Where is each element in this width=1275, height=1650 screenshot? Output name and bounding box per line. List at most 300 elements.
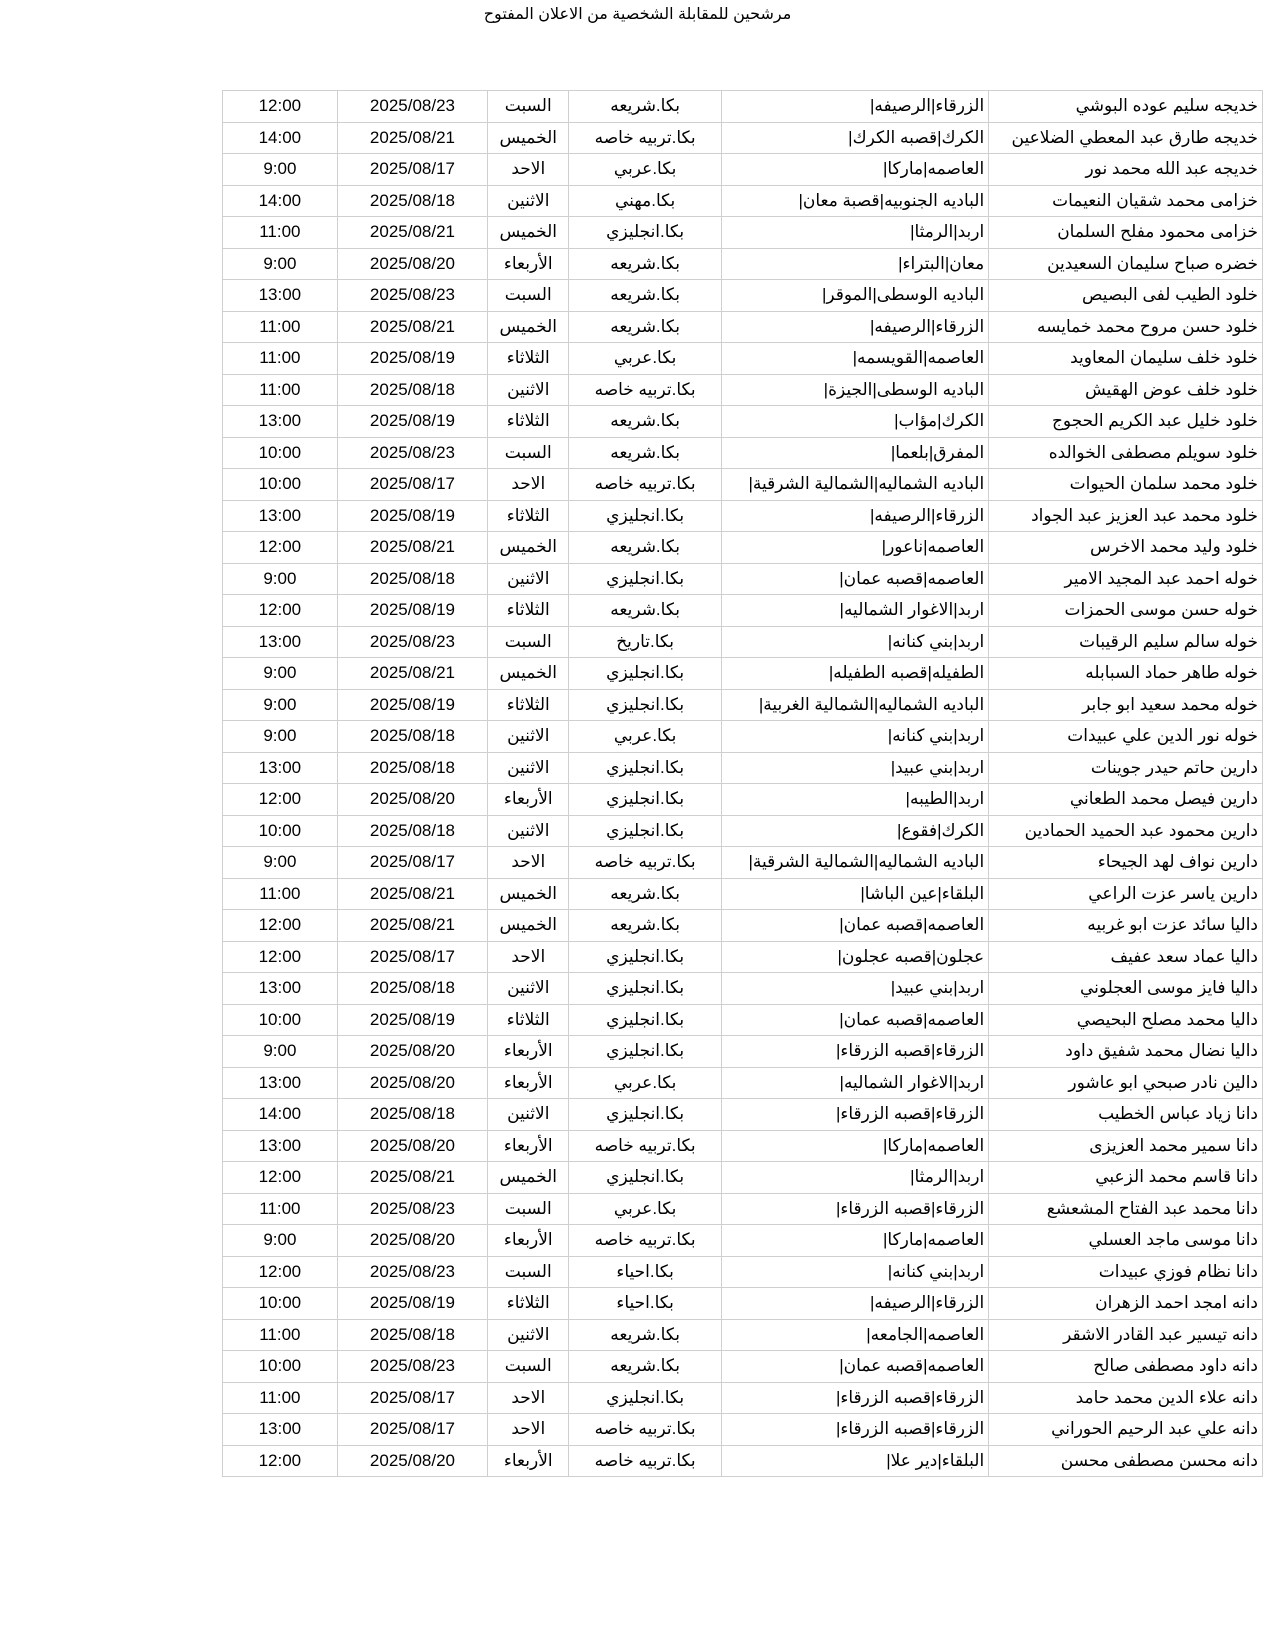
location-cell: اربد|الرمثا| (721, 1162, 988, 1194)
candidate-name-cell: داليا فايز موسى العجلوني (989, 973, 1263, 1005)
table-row (223, 532, 1263, 564)
specialization-cell: بكا.احياء (569, 1256, 722, 1288)
date-cell: 2025/08/18 (337, 1099, 487, 1131)
time-cell: 12:00 (223, 910, 338, 942)
day-cell: الاثنين (488, 752, 569, 784)
day-cell: الاثنين (488, 1099, 569, 1131)
table-row (223, 500, 1263, 532)
location-cell: اربد|بني كنانه| (721, 626, 988, 658)
table-row (223, 563, 1263, 595)
location-cell: الباديه الجنوبيه|قصبة معان| (721, 185, 988, 217)
time-cell: 9:00 (223, 563, 338, 595)
specialization-cell: بكا.تربيه خاصه (569, 1414, 722, 1446)
candidate-name-cell: خلود خلف سليمان المعاويد (989, 343, 1263, 375)
location-cell: اربد|الاغوار الشماليه| (721, 595, 988, 627)
specialization-cell: بكا.انجليزي (569, 815, 722, 847)
day-cell: السبت (488, 280, 569, 312)
day-cell: الأربعاء (488, 1036, 569, 1068)
time-cell: 12:00 (223, 1256, 338, 1288)
day-cell: الأربعاء (488, 1225, 569, 1257)
date-cell: 2025/08/20 (337, 1225, 487, 1257)
date-cell: 2025/08/18 (337, 752, 487, 784)
day-cell: الثلاثاء (488, 406, 569, 438)
table-row (223, 122, 1263, 154)
time-cell: 10:00 (223, 1004, 338, 1036)
candidate-name-cell: خلود محمد سلمان الحيوات (989, 469, 1263, 501)
specialization-cell: بكا.مهني (569, 185, 722, 217)
location-cell: العاصمه|قصبه عمان| (721, 1351, 988, 1383)
time-cell: 11:00 (223, 1382, 338, 1414)
date-cell: 2025/08/23 (337, 626, 487, 658)
location-cell: البلقاء|دير علا| (721, 1445, 988, 1477)
specialization-cell: بكا.انجليزي (569, 500, 722, 532)
day-cell: السبت (488, 1193, 569, 1225)
time-cell: 9:00 (223, 689, 338, 721)
date-cell: 2025/08/17 (337, 1414, 487, 1446)
candidate-name-cell: خلود وليد محمد الاخرس (989, 532, 1263, 564)
candidate-name-cell: خلود الطيب لفى البصيص (989, 280, 1263, 312)
time-cell: 9:00 (223, 1225, 338, 1257)
specialization-cell: بكا.شريعه (569, 1319, 722, 1351)
time-cell: 9:00 (223, 1036, 338, 1068)
specialization-cell: بكا.انجليزي (569, 563, 722, 595)
date-cell: 2025/08/23 (337, 91, 487, 123)
date-cell: 2025/08/23 (337, 1193, 487, 1225)
date-cell: 2025/08/19 (337, 1288, 487, 1320)
specialization-cell: بكا.شريعه (569, 910, 722, 942)
table-row (223, 185, 1263, 217)
date-cell: 2025/08/21 (337, 532, 487, 564)
specialization-cell: بكا.انجليزي (569, 941, 722, 973)
candidate-name-cell: دانا قاسم محمد الزعبي (989, 1162, 1263, 1194)
candidate-name-cell: خديجه طارق عبد المعطي الضلاعين (989, 122, 1263, 154)
date-cell: 2025/08/20 (337, 248, 487, 280)
day-cell: الثلاثاء (488, 343, 569, 375)
candidate-name-cell: دانا محمد عبد الفتاح المشعشع (989, 1193, 1263, 1225)
table-row (223, 1319, 1263, 1351)
time-cell: 13:00 (223, 1414, 338, 1446)
specialization-cell: بكا.شريعه (569, 1351, 722, 1383)
day-cell: الاثنين (488, 721, 569, 753)
time-cell: 11:00 (223, 1319, 338, 1351)
specialization-cell: بكا.انجليزي (569, 1382, 722, 1414)
location-cell: اربد|الطيبه| (721, 784, 988, 816)
date-cell: 2025/08/18 (337, 563, 487, 595)
date-cell: 2025/08/19 (337, 595, 487, 627)
candidates-table (222, 90, 1263, 1477)
location-cell: الزرقاء|الرصيفه| (721, 311, 988, 343)
day-cell: الاثنين (488, 815, 569, 847)
candidate-name-cell: داليا عماد سعد عفيف (989, 941, 1263, 973)
location-cell: الزرقاء|قصبه الزرقاء| (721, 1036, 988, 1068)
day-cell: الخميس (488, 217, 569, 249)
candidate-name-cell: خوله محمد سعيد ابو جابر (989, 689, 1263, 721)
day-cell: السبت (488, 626, 569, 658)
date-cell: 2025/08/21 (337, 311, 487, 343)
day-cell: الخميس (488, 311, 569, 343)
table-row (223, 878, 1263, 910)
day-cell: الاثنين (488, 1319, 569, 1351)
candidate-name-cell: دانه علاء الدين محمد حامد (989, 1382, 1263, 1414)
date-cell: 2025/08/17 (337, 941, 487, 973)
date-cell: 2025/08/23 (337, 1256, 487, 1288)
date-cell: 2025/08/18 (337, 815, 487, 847)
table-row (223, 721, 1263, 753)
date-cell: 2025/08/18 (337, 973, 487, 1005)
day-cell: الاحد (488, 469, 569, 501)
table-row (223, 941, 1263, 973)
specialization-cell: بكا.تربيه خاصه (569, 1225, 722, 1257)
date-cell: 2025/08/18 (337, 374, 487, 406)
candidate-name-cell: دانا موسى ماجد العسلي (989, 1225, 1263, 1257)
date-cell: 2025/08/21 (337, 658, 487, 690)
date-cell: 2025/08/21 (337, 1162, 487, 1194)
candidate-name-cell: داليا نضال محمد شفيق داود (989, 1036, 1263, 1068)
table-row (223, 595, 1263, 627)
location-cell: العاصمه|الجامعه| (721, 1319, 988, 1351)
table-row (223, 1036, 1263, 1068)
candidate-name-cell: دالين نادر صبحي ابو عاشور (989, 1067, 1263, 1099)
specialization-cell: بكا.تاريخ (569, 626, 722, 658)
day-cell: الثلاثاء (488, 1288, 569, 1320)
time-cell: 11:00 (223, 878, 338, 910)
date-cell: 2025/08/20 (337, 1130, 487, 1162)
table-row (223, 311, 1263, 343)
specialization-cell: بكا.شريعه (569, 532, 722, 564)
location-cell: الزرقاء|الرصيفه| (721, 91, 988, 123)
date-cell: 2025/08/18 (337, 721, 487, 753)
table-row (223, 1067, 1263, 1099)
table-row (223, 1225, 1263, 1257)
table-row (223, 1130, 1263, 1162)
specialization-cell: بكا.شريعه (569, 437, 722, 469)
time-cell: 13:00 (223, 1130, 338, 1162)
table-row (223, 343, 1263, 375)
day-cell: الخميس (488, 1162, 569, 1194)
time-cell: 14:00 (223, 122, 338, 154)
date-cell: 2025/08/21 (337, 217, 487, 249)
day-cell: الثلاثاء (488, 1004, 569, 1036)
specialization-cell: بكا.شريعه (569, 311, 722, 343)
table-row (223, 973, 1263, 1005)
location-cell: عجلون|قصبه عجلون| (721, 941, 988, 973)
specialization-cell: بكا.انجليزي (569, 1036, 722, 1068)
date-cell: 2025/08/21 (337, 122, 487, 154)
date-cell: 2025/08/21 (337, 910, 487, 942)
time-cell: 10:00 (223, 815, 338, 847)
candidate-name-cell: خلود خلف عوض الهقيش (989, 374, 1263, 406)
date-cell: 2025/08/23 (337, 437, 487, 469)
candidate-name-cell: دانه داود مصطفى صالح (989, 1351, 1263, 1383)
candidate-name-cell: خوله طاهر حماد السبابله (989, 658, 1263, 690)
specialization-cell: بكا.انجليزي (569, 784, 722, 816)
candidate-name-cell: خديجه عبد الله محمد نور (989, 154, 1263, 186)
specialization-cell: بكا.شريعه (569, 91, 722, 123)
table-row (223, 658, 1263, 690)
time-cell: 9:00 (223, 658, 338, 690)
time-cell: 11:00 (223, 343, 338, 375)
day-cell: الثلاثاء (488, 595, 569, 627)
day-cell: الاحد (488, 941, 569, 973)
specialization-cell: بكا.شريعه (569, 595, 722, 627)
candidate-name-cell: دانا نظام فوزي عبيدات (989, 1256, 1263, 1288)
time-cell: 11:00 (223, 311, 338, 343)
location-cell: الزرقاء|الرصيفه| (721, 500, 988, 532)
specialization-cell: بكا.شريعه (569, 878, 722, 910)
table-row (223, 689, 1263, 721)
candidate-name-cell: دارين فيصل محمد الطعاني (989, 784, 1263, 816)
date-cell: 2025/08/19 (337, 343, 487, 375)
day-cell: الأربعاء (488, 1445, 569, 1477)
table-row (223, 1256, 1263, 1288)
location-cell: الباديه الشماليه|الشمالية الشرقية| (721, 469, 988, 501)
day-cell: السبت (488, 1256, 569, 1288)
day-cell: الخميس (488, 878, 569, 910)
time-cell: 12:00 (223, 784, 338, 816)
time-cell: 12:00 (223, 1445, 338, 1477)
location-cell: العاصمه|ماركا| (721, 154, 988, 186)
time-cell: 12:00 (223, 941, 338, 973)
location-cell: الكرك|قصبه الكرك| (721, 122, 988, 154)
specialization-cell: بكا.عربي (569, 1067, 722, 1099)
candidate-name-cell: داليا سائد عزت ابو غربيه (989, 910, 1263, 942)
specialization-cell: بكا.تربيه خاصه (569, 469, 722, 501)
location-cell: العاصمه|ماركا| (721, 1225, 988, 1257)
location-cell: اربد|بني كنانه| (721, 1256, 988, 1288)
day-cell: الثلاثاء (488, 689, 569, 721)
date-cell: 2025/08/17 (337, 847, 487, 879)
time-cell: 9:00 (223, 847, 338, 879)
specialization-cell: بكا.انجليزي (569, 973, 722, 1005)
table-row (223, 1351, 1263, 1383)
specialization-cell: بكا.شريعه (569, 406, 722, 438)
location-cell: اربد|الاغوار الشماليه| (721, 1067, 988, 1099)
candidate-name-cell: دارين ياسر عزت الراعي (989, 878, 1263, 910)
location-cell: العاصمه|ناعور| (721, 532, 988, 564)
table-row (223, 406, 1263, 438)
specialization-cell: بكا.انجليزي (569, 689, 722, 721)
day-cell: الأربعاء (488, 1130, 569, 1162)
table-row (223, 154, 1263, 186)
location-cell: الباديه الشماليه|الشمالية الغربية| (721, 689, 988, 721)
location-cell: العاصمه|قصبه عمان| (721, 910, 988, 942)
location-cell: الزرقاء|قصبه الزرقاء| (721, 1414, 988, 1446)
candidate-name-cell: دارين نواف لهد الجيحاء (989, 847, 1263, 879)
table-row (223, 1099, 1263, 1131)
time-cell: 11:00 (223, 217, 338, 249)
date-cell: 2025/08/21 (337, 878, 487, 910)
candidate-name-cell: خوله حسن موسى الحمزات (989, 595, 1263, 627)
location-cell: الباديه الوسطى|الجيزة| (721, 374, 988, 406)
location-cell: معان|البتراء| (721, 248, 988, 280)
location-cell: العاصمه|القويسمه| (721, 343, 988, 375)
page-title: مرشحين للمقابلة الشخصية من الاعلان المفتوح (483, 6, 792, 23)
table-row (223, 626, 1263, 658)
location-cell: الزرقاء|قصبه الزرقاء| (721, 1099, 988, 1131)
location-cell: الزرقاء|الرصيفه| (721, 1288, 988, 1320)
time-cell: 12:00 (223, 91, 338, 123)
location-cell: الباديه الشماليه|الشمالية الشرقية| (721, 847, 988, 879)
candidate-name-cell: دارين حاتم حيدر جوينات (989, 752, 1263, 784)
specialization-cell: بكا.شريعه (569, 248, 722, 280)
location-cell: الباديه الوسطى|الموقر| (721, 280, 988, 312)
date-cell: 2025/08/19 (337, 500, 487, 532)
table-row (223, 1414, 1263, 1446)
time-cell: 9:00 (223, 248, 338, 280)
candidate-name-cell: خوله احمد عبد المجيد الامير (989, 563, 1263, 595)
day-cell: الاحد (488, 154, 569, 186)
specialization-cell: بكا.شريعه (569, 280, 722, 312)
candidate-name-cell: دانا سمير محمد العزيزى (989, 1130, 1263, 1162)
candidates-table-wrapper (222, 90, 1263, 1477)
candidate-name-cell: دانه محسن مصطفى محسن (989, 1445, 1263, 1477)
table-row (223, 1193, 1263, 1225)
table-row (223, 784, 1263, 816)
table-row (223, 815, 1263, 847)
location-cell: اربد|بني كنانه| (721, 721, 988, 753)
day-cell: الخميس (488, 122, 569, 154)
candidate-name-cell: دانا زياد عباس الخطيب (989, 1099, 1263, 1131)
candidate-name-cell: خلود محمد عبد العزيز عبد الجواد (989, 500, 1263, 532)
candidate-name-cell: خزامى محمد شقيان النعيمات (989, 185, 1263, 217)
time-cell: 13:00 (223, 1067, 338, 1099)
time-cell: 10:00 (223, 437, 338, 469)
date-cell: 2025/08/23 (337, 280, 487, 312)
specialization-cell: بكا.انجليزي (569, 217, 722, 249)
day-cell: الاثنين (488, 374, 569, 406)
time-cell: 11:00 (223, 1193, 338, 1225)
time-cell: 11:00 (223, 374, 338, 406)
specialization-cell: بكا.تربيه خاصه (569, 1445, 722, 1477)
day-cell: الأربعاء (488, 1067, 569, 1099)
time-cell: 12:00 (223, 595, 338, 627)
location-cell: الزرقاء|قصبه الزرقاء| (721, 1382, 988, 1414)
specialization-cell: بكا.عربي (569, 154, 722, 186)
day-cell: الاثنين (488, 185, 569, 217)
table-row (223, 910, 1263, 942)
time-cell: 12:00 (223, 1162, 338, 1194)
day-cell: الاحد (488, 1382, 569, 1414)
time-cell: 13:00 (223, 280, 338, 312)
candidate-name-cell: خوله سالم سليم الرقيبات (989, 626, 1263, 658)
candidate-name-cell: دانه امجد احمد الزهران (989, 1288, 1263, 1320)
candidate-name-cell: خديجه سليم عوده البوشي (989, 91, 1263, 123)
location-cell: اربد|الرمثا| (721, 217, 988, 249)
location-cell: اربد|بني عبيد| (721, 752, 988, 784)
day-cell: الخميس (488, 532, 569, 564)
time-cell: 12:00 (223, 532, 338, 564)
time-cell: 9:00 (223, 154, 338, 186)
time-cell: 13:00 (223, 406, 338, 438)
table-row (223, 1382, 1263, 1414)
candidate-name-cell: داليا محمد مصلح البحيصي (989, 1004, 1263, 1036)
table-row (223, 248, 1263, 280)
day-cell: السبت (488, 437, 569, 469)
date-cell: 2025/08/17 (337, 1382, 487, 1414)
time-cell: 14:00 (223, 185, 338, 217)
specialization-cell: بكا.عربي (569, 343, 722, 375)
day-cell: الاحد (488, 1414, 569, 1446)
specialization-cell: بكا.تربيه خاصه (569, 122, 722, 154)
table-row (223, 280, 1263, 312)
specialization-cell: بكا.تربيه خاصه (569, 847, 722, 879)
candidate-name-cell: دانه تيسير عبد القادر الاشقر (989, 1319, 1263, 1351)
date-cell: 2025/08/20 (337, 784, 487, 816)
table-row (223, 437, 1263, 469)
table-row (223, 469, 1263, 501)
day-cell: السبت (488, 91, 569, 123)
location-cell: الطفيله|قصبه الطفيله| (721, 658, 988, 690)
specialization-cell: بكا.عربي (569, 721, 722, 753)
candidate-name-cell: خلود سويلم مصطفى الخوالده (989, 437, 1263, 469)
location-cell: البلقاء|عين الباشا| (721, 878, 988, 910)
day-cell: الخميس (488, 910, 569, 942)
location-cell: العاصمه|قصبه عمان| (721, 563, 988, 595)
day-cell: الأربعاء (488, 784, 569, 816)
location-cell: الكرك|مؤاب| (721, 406, 988, 438)
time-cell: 13:00 (223, 973, 338, 1005)
candidate-name-cell: خزامى محمود مفلح السلمان (989, 217, 1263, 249)
candidate-name-cell: دانه علي عبد الرحيم الحوراني (989, 1414, 1263, 1446)
location-cell: العاصمه|قصبه عمان| (721, 1004, 988, 1036)
candidate-name-cell: خلود خليل عبد الكريم الحجوج (989, 406, 1263, 438)
candidate-name-cell: دارين محمود عبد الحميد الحمادين (989, 815, 1263, 847)
specialization-cell: بكا.انجليزي (569, 1162, 722, 1194)
table-row (223, 217, 1263, 249)
time-cell: 13:00 (223, 752, 338, 784)
candidate-name-cell: خضره صباح سليمان السعيدين (989, 248, 1263, 280)
date-cell: 2025/08/19 (337, 689, 487, 721)
candidate-name-cell: خلود حسن مروح محمد خمايسه (989, 311, 1263, 343)
specialization-cell: بكا.تربيه خاصه (569, 1130, 722, 1162)
day-cell: الاحد (488, 847, 569, 879)
table-row (223, 91, 1263, 123)
location-cell: الكرك|فقوع| (721, 815, 988, 847)
day-cell: الأربعاء (488, 248, 569, 280)
date-cell: 2025/08/19 (337, 406, 487, 438)
time-cell: 10:00 (223, 1351, 338, 1383)
time-cell: 13:00 (223, 500, 338, 532)
location-cell: العاصمه|ماركا| (721, 1130, 988, 1162)
day-cell: الاثنين (488, 973, 569, 1005)
date-cell: 2025/08/17 (337, 154, 487, 186)
candidates-table-body (223, 91, 1263, 1477)
location-cell: المفرق|بلعما| (721, 437, 988, 469)
date-cell: 2025/08/19 (337, 1004, 487, 1036)
time-cell: 9:00 (223, 721, 338, 753)
specialization-cell: بكا.انجليزي (569, 1099, 722, 1131)
time-cell: 10:00 (223, 469, 338, 501)
date-cell: 2025/08/23 (337, 1351, 487, 1383)
day-cell: الاثنين (488, 563, 569, 595)
specialization-cell: بكا.انجليزي (569, 752, 722, 784)
day-cell: السبت (488, 1351, 569, 1383)
time-cell: 13:00 (223, 626, 338, 658)
table-row (223, 1288, 1263, 1320)
date-cell: 2025/08/18 (337, 1319, 487, 1351)
table-row (223, 1162, 1263, 1194)
specialization-cell: بكا.انجليزي (569, 1004, 722, 1036)
candidate-name-cell: خوله نور الدين علي عبيدات (989, 721, 1263, 753)
date-cell: 2025/08/20 (337, 1036, 487, 1068)
date-cell: 2025/08/20 (337, 1067, 487, 1099)
time-cell: 14:00 (223, 1099, 338, 1131)
table-row (223, 1004, 1263, 1036)
table-row (223, 847, 1263, 879)
table-row (223, 374, 1263, 406)
specialization-cell: بكا.تربيه خاصه (569, 374, 722, 406)
time-cell: 10:00 (223, 1288, 338, 1320)
